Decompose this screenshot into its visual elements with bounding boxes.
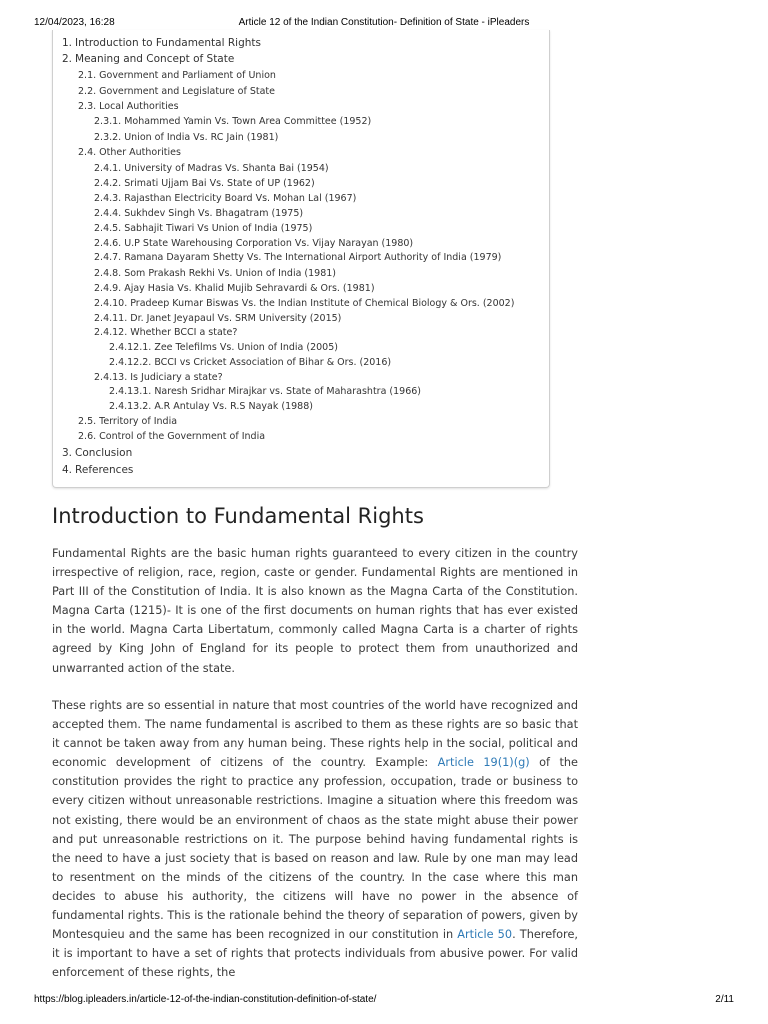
toc-item-number: 2.4.2. xyxy=(94,178,122,189)
toc-item-number: 2.4.12.2. xyxy=(109,357,152,368)
toc-item-number: 2. xyxy=(62,53,73,65)
toc-item-label: Naresh Sridhar Mirajkar vs. State of Maharashtra (1966) xyxy=(154,386,422,397)
toc-item[interactable] xyxy=(94,222,312,236)
toc-item[interactable] xyxy=(109,341,338,355)
toc-item[interactable] xyxy=(62,36,261,50)
toc-item[interactable] xyxy=(94,267,336,281)
toc-item-number: 4. xyxy=(62,464,73,476)
toc-item[interactable] xyxy=(94,177,315,191)
article-50-link[interactable]: Article 50 xyxy=(457,928,513,942)
toc-item-label: Meaning and Concept of State xyxy=(75,53,235,65)
print-url: https://blog.ipleaders.in/article-12-of-the-indian-constitution-definition-of-state/ xyxy=(34,994,377,1005)
toc-item-label: Zee Telefilms Vs. Union of India (2005) xyxy=(154,342,338,353)
toc-item-label: Is Judiciary a state? xyxy=(130,372,223,383)
toc-item-label: Srimati Ujjam Bai Vs. State of UP (1962) xyxy=(124,178,315,189)
toc-item-label: Local Authorities xyxy=(99,101,179,112)
toc-item[interactable] xyxy=(78,69,276,83)
toc-item-number: 2.1. xyxy=(78,70,97,81)
article-19-1-g-link[interactable]: Article 19(1)(g) xyxy=(437,756,530,770)
toc-item-label: Som Prakash Rekhi Vs. Union of India (1981) xyxy=(124,268,337,279)
paragraph-2-text-b: of the constitution provides the right to practice any profession, occupation, trade or business to every citizen without unreasonable restrictions. Imagine a situation where this freedom was not existing, there would be an environment of chaos as the state might abuse their power and put unreasonable restrictions on it. The purpose behind having fundamental rights is the need to have a just society that is based on reason and law. Rule by one man may lead to resentment on the minds of the citizens of the country. In the case where this man decides to abuse his authority, the citizens will have no power in the absence of fundamental rights. This is the rationale behind the theory of separation of powers, given by Montesquieu and the same has been recognized in our constitution in xyxy=(52,756,578,942)
toc-item-label: Pradeep Kumar Biswas Vs. the Indian Institute of Chemical Biology & Ors. (2002) xyxy=(130,298,515,309)
toc-item-label: Sukhdev Singh Vs. Bhagatram (1975) xyxy=(124,208,304,219)
paragraph-1: Fundamental Rights are the basic human rights guaranteed to every citizen in the country irrespective of religion, race, region, caste or gender. Fundamental Rights are mentioned in Part III of the Constitution of India. It is also known as the Magna Carta of the Constitution. Magna Carta (1215)- It is one of the first documents on human rights that has ever existed in the world. Magna Carta Libertatum, commonly called Magna Carta is a charter of rights agreed by King John of England for its people to protect them from unauthorized and unwarranted action of the state. xyxy=(52,547,578,675)
toc-item[interactable] xyxy=(94,131,278,145)
toc-item-label: U.P State Warehousing Corporation Vs. Vijay Narayan (1980) xyxy=(124,238,414,249)
toc-item-number: 2.3. xyxy=(78,101,97,112)
toc-item-number: 2.4.13.2. xyxy=(109,401,152,412)
toc-item[interactable] xyxy=(78,100,179,114)
toc-item-number: 1. xyxy=(62,37,73,49)
toc-item-number: 2.3.2. xyxy=(94,132,122,143)
toc-item[interactable] xyxy=(94,192,356,206)
toc-item-number: 2.4.9. xyxy=(94,283,122,294)
toc-item-number: 2.4.10. xyxy=(94,298,128,309)
print-header xyxy=(0,17,768,31)
toc-item-label: Ajay Hasia Vs. Khalid Mujib Sehravardi & Ors. (1981) xyxy=(124,283,375,294)
toc-item[interactable] xyxy=(78,146,181,160)
paragraph-2-text-c: . Therefore, it is important to have a set of rights that protects individuals from abusive power. For valid enforcement of these rights, the xyxy=(52,928,578,980)
toc-item[interactable] xyxy=(109,356,391,370)
toc-item-number: 2.5. xyxy=(78,416,97,427)
toc-item-number: 2.4. xyxy=(78,147,97,158)
toc-item-number: 2.4.13. xyxy=(94,372,128,383)
toc-item[interactable] xyxy=(62,52,234,66)
toc-item-label: Union of India Vs. RC Jain (1981) xyxy=(124,132,279,143)
toc-item-number: 2.2. xyxy=(78,86,97,97)
toc-item[interactable] xyxy=(78,85,275,99)
toc-item-number: 2.4.11. xyxy=(94,313,128,324)
print-page-number: 2/11 xyxy=(715,994,734,1005)
toc-item-label: References xyxy=(75,464,134,476)
toc-item-number: 2.4.12. xyxy=(94,327,128,338)
toc-item-number: 3. xyxy=(62,447,73,459)
toc-item-label: A.R Antulay Vs. R.S Nayak (1988) xyxy=(154,401,313,412)
toc-item[interactable] xyxy=(94,326,237,340)
toc-item-number: 2.4.3. xyxy=(94,193,122,204)
toc-item-label: BCCI vs Cricket Association of Bihar & Ors. (2016) xyxy=(154,357,392,368)
toc-item[interactable] xyxy=(94,162,329,176)
toc-item-number: 2.6. xyxy=(78,431,97,442)
toc-item-label: Territory of India xyxy=(99,416,178,427)
toc-item-label: Government and Parliament of Union xyxy=(99,70,276,81)
toc-item[interactable] xyxy=(109,385,421,399)
toc-item[interactable] xyxy=(94,251,501,265)
toc-item[interactable] xyxy=(94,237,413,251)
toc-item-label: Mohammed Yamin Vs. Town Area Committee (1952) xyxy=(124,116,372,127)
toc-item-label: Conclusion xyxy=(75,447,133,459)
article-body xyxy=(52,502,578,980)
toc-item-label: Control of the Government of India xyxy=(99,431,266,442)
toc-item[interactable] xyxy=(94,297,514,311)
toc-item-label: Sabhajit Tiwari Vs Union of India (1975) xyxy=(124,223,313,234)
toc-item[interactable] xyxy=(62,446,132,460)
toc-item-number: 2.3.1. xyxy=(94,116,122,127)
toc-item[interactable] xyxy=(94,282,375,296)
toc-item-label: Ramana Dayaram Shetty Vs. The International Airport Authority of India (1979) xyxy=(124,252,502,263)
toc-item-number: 2.4.7. xyxy=(94,252,122,263)
print-page-title: Article 12 of the Indian Constitution- Definition of State - iPleaders xyxy=(238,17,530,28)
toc-item-number: 2.4.5. xyxy=(94,223,122,234)
toc-item-label: Other Authorities xyxy=(99,147,181,158)
toc-item-number: 2.4.13.1. xyxy=(109,386,152,397)
toc-item-label: Whether BCCI a state? xyxy=(130,327,238,338)
toc-item[interactable] xyxy=(78,415,177,429)
toc-item[interactable] xyxy=(94,371,223,385)
toc-item-label: Introduction to Fundamental Rights xyxy=(75,37,261,49)
toc-item-number: 2.4.4. xyxy=(94,208,122,219)
toc-item-label: Dr. Janet Jeyapaul Vs. SRM University (2015) xyxy=(130,313,342,324)
toc-item[interactable] xyxy=(94,312,341,326)
toc-item-number: 2.4.6. xyxy=(94,238,122,249)
toc-item-number: 2.4.8. xyxy=(94,268,122,279)
toc-item-label: Rajasthan Electricity Board Vs. Mohan Lal (1967) xyxy=(124,193,357,204)
toc-item[interactable] xyxy=(94,115,371,129)
section-heading: Introduction to Fundamental Rights xyxy=(52,504,424,528)
paragraph-2 xyxy=(52,696,578,982)
toc-item-label: Government and Legislature of State xyxy=(99,86,275,97)
toc-item-number: 2.4.12.1. xyxy=(109,342,152,353)
paragraph-2-text-a: These rights are so essential in nature that most countries of the world have recognized and accepted them. The name fundamental is ascribed to them as these rights are so basic that it cannot be taken away from any human being. These rights help in the social, political and economic development of citizens of the country. Example: xyxy=(52,699,578,770)
toc-item[interactable] xyxy=(109,400,313,414)
toc-item[interactable] xyxy=(94,207,303,221)
toc-item[interactable] xyxy=(62,463,133,477)
toc-item-label: University of Madras Vs. Shanta Bai (1954) xyxy=(124,163,329,174)
print-datetime: 12/04/2023, 16:28 xyxy=(34,17,115,28)
toc-item[interactable] xyxy=(78,430,265,444)
toc-item-number: 2.4.1. xyxy=(94,163,122,174)
print-footer xyxy=(0,994,768,1008)
